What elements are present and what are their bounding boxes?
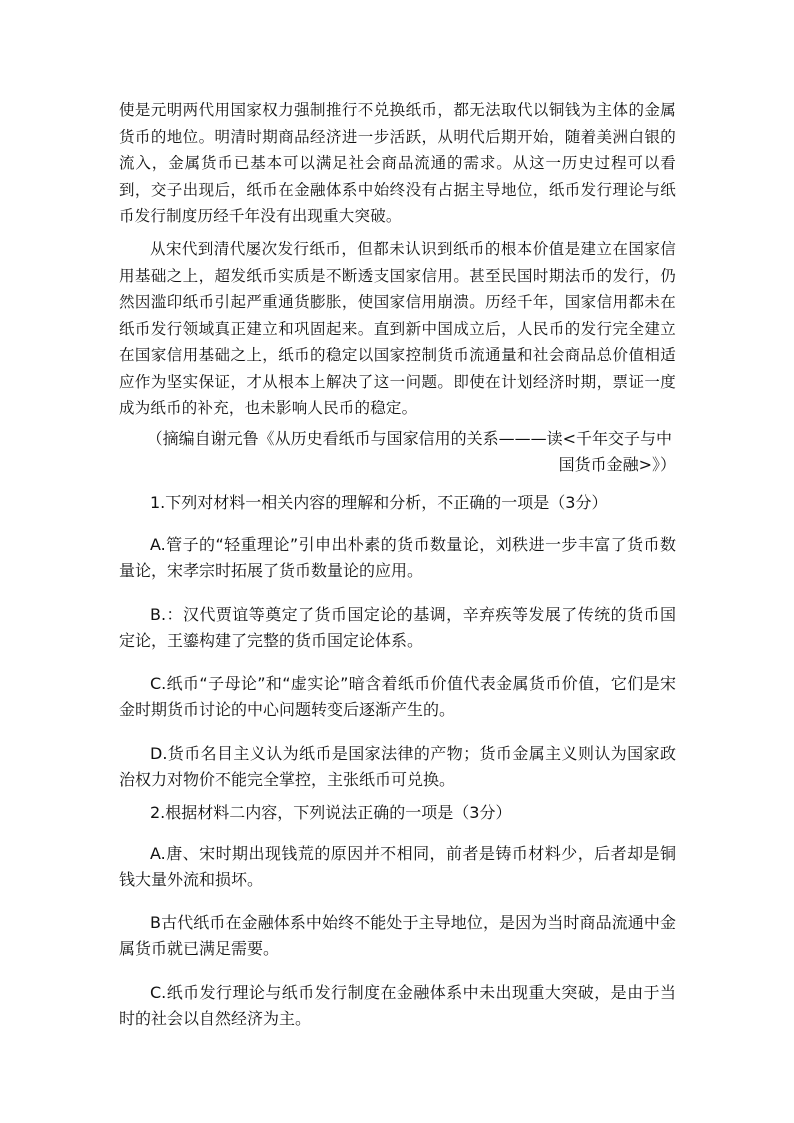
question-2-option-b: B古代纸币在金融体系中始终不能处于主导地位，是因为当时商品流通中金属货币就已满足需要。: [119, 913, 676, 958]
source-citation-line-2: 国货币金融>》）: [558, 455, 676, 474]
question-2-option-c: C.纸币发行理论与纸币发行制度在金融体系中未出现重大突破，是由于当时的社会以自然经济为主。: [119, 983, 676, 1028]
material-paragraph-1: 使是元明两代用国家权力强制推行不兑换纸币，都无法取代以铜钱为主体的金属货币的地位。明清时期商品经济进一步活跃，从明代后期开始，随着美洲白银的流入，金属货币已基本可以满足社会商品流通的需求。从这一历史过程可以看到，交子出现后，纸币在金融体系中始终没有占据主导地位，纸币发行理论与纸币发行制度历经千年没有出现重大突破。: [119, 101, 676, 225]
material-paragraph-2: 从宋代到清代屡次发行纸币，但都未认识到纸币的根本价值是建立在国家信用基础之上，超发纸币实质是不断透支国家信用。甚至民国时期法币的发行，仍然因滥印纸币引起严重通货膨胀，使国家信用崩溃。历经千年，国家信用都未在纸币发行领域真正建立和巩固起来。直到新中国成立后，人民币的发行完全建立在国家信用基础之上，纸币的稳定以国家控制货币流通量和社会商品总价值相适应作为坚实保证，才从根本上解决了这一问题。即使在计划经济时期，票证一度成为纸币的补充，也未影响人民币的稳定。: [119, 240, 676, 417]
question-1-option-d: D.货币名目主义认为纸币是国家法律的产物；货币金属主义则认为国家政治权力对物价不能完全掌控，主张纸币可兑换。: [119, 744, 676, 789]
question-2-stem: 2.根据材料二内容，下列说法正确的一项是（3分）: [150, 803, 512, 822]
question-1-stem: 1.下列对材料一相关内容的理解和分析，不正确的一项是（3分）: [150, 493, 608, 512]
question-1-option-c: C.纸币“子母论”和“虚实论”暗含着纸币价值代表金属货币价值，它们是宋金时期货币讨论的中心问题转变后逐渐产生的。: [119, 674, 676, 719]
source-citation-line-1: （摘编自谢元鲁《从历史看纸币与国家信用的关系———读<千年交子与中: [146, 429, 672, 448]
question-1-option-b: B.：汉代贾谊等奠定了货币国定论的基调，辛弃疾等发展了传统的货币国定论，王鎏构建了完整的货币国定论体系。: [119, 605, 676, 650]
source-citation: [119, 426, 676, 478]
question-2-option-a: A.唐、宋时期出现钱荒的原因并不相同，前者是铸币材料少，后者却是铜钱大量外流和损坏。: [119, 844, 676, 889]
question-1-option-a: A.管子的“轻重理论”引申出朴素的货币数量论，刘秩进一步丰富了货币数量论，宋孝宗时拓展了货币数量论的应用。: [119, 535, 676, 580]
